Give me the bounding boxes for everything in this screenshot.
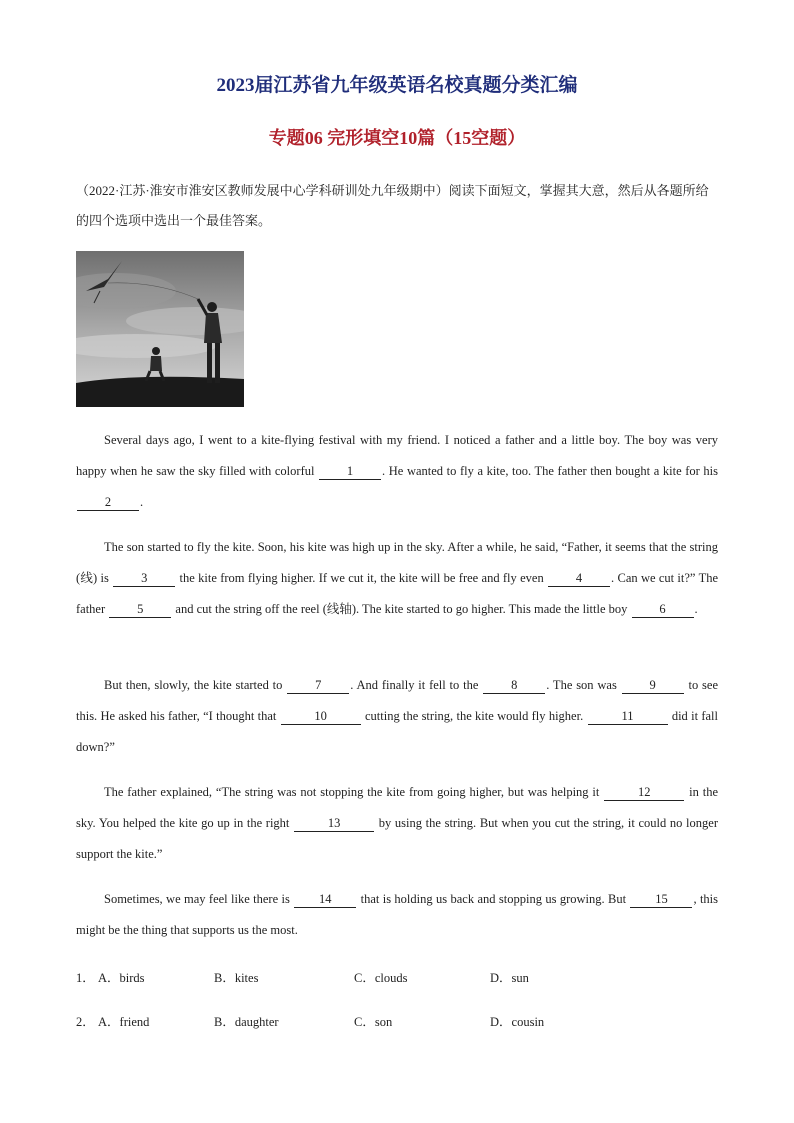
passage-paragraph-2: The son started to fly the kite. Soon, his kite was high up in the sky. After a while, he said, “Father, it seems that the string (线) is 3 the kite from flying higher. If we cut it, the kite will be free and fly even 4 . Can we cut it?” The father 5 and cut the string off the reel (线轴). The kite started to go higher. This made the little boy 6 . <box>76 540 719 616</box>
blank-6: 6 <box>632 602 694 618</box>
passage-paragraph-1: Several days ago, I went to a kite-flying festival with my friend. I noticed a father and a little boy. The boy was very happy when he saw the sky filled with colorful 1 . He wanted to fly a kite, too. The father then bought a kite for his 2 . <box>76 433 718 509</box>
document-subtitle: 专题06 完形填空10篇（15空题） <box>268 128 526 148</box>
blank-7: 7 <box>287 678 349 694</box>
blank-11: 11 <box>588 709 668 725</box>
question-number: 2． <box>76 1015 95 1029</box>
blank-14: 14 <box>294 892 356 908</box>
blank-2: 2 <box>77 495 139 511</box>
blank-8: 8 <box>483 678 545 694</box>
document-title: 2023届江苏省九年级英语名校真题分类汇编 <box>216 75 578 96</box>
passage-paragraph-3: But then, slowly, the kite started to 7 . And finally it fell to the 8 . The son was 9 to see this. He asked his father, “I thought that 10 cutting the string, the kite would fly higher. 11 did it fall down?” <box>76 678 719 754</box>
blank-9: 9 <box>622 678 684 694</box>
question-2 <box>76 1012 716 1032</box>
passage-paragraph-5: Sometimes, we may feel like there is 14 that is holding us back and stopping us growing. But 15 , this might be the thing that supports us the most. <box>76 892 719 937</box>
blank-10: 10 <box>281 709 361 725</box>
question-1 <box>76 968 716 988</box>
option-a[interactable]: A．birds <box>98 971 145 985</box>
blank-3: 3 <box>113 571 175 587</box>
option-c[interactable]: C．son <box>354 1015 393 1029</box>
blank-13: 13 <box>294 816 374 832</box>
blank-1: 1 <box>319 464 381 480</box>
kite-flying-photo <box>76 251 244 407</box>
blank-12: 12 <box>604 785 684 801</box>
blank-4: 4 <box>548 571 610 587</box>
option-b[interactable]: B．daughter <box>214 1015 279 1029</box>
option-b[interactable]: B．kites <box>214 971 259 985</box>
blank-5: 5 <box>109 602 171 618</box>
option-a[interactable]: A．friend <box>98 1015 150 1029</box>
question-number: 1． <box>76 971 95 985</box>
option-d[interactable]: D．cousin <box>490 1015 545 1029</box>
passage-paragraph-4: The father explained, “The string was not stopping the kite from going higher, but was helping it 12 in the sky. You helped the kite go up in the right 13 by using the string. But when you cut the string, it could no longer support the kite.” <box>76 785 718 861</box>
option-c[interactable]: C．clouds <box>354 971 408 985</box>
instructions-text: （2022·江苏·淮安市淮安区教师发展中心学科研训处九年级期中）阅读下面短文，掌握其大意，然后从各题所给的四个选项中选出一个最佳答案。 <box>76 183 709 228</box>
option-d[interactable]: D．sun <box>490 971 529 985</box>
blank-15: 15 <box>630 892 692 908</box>
